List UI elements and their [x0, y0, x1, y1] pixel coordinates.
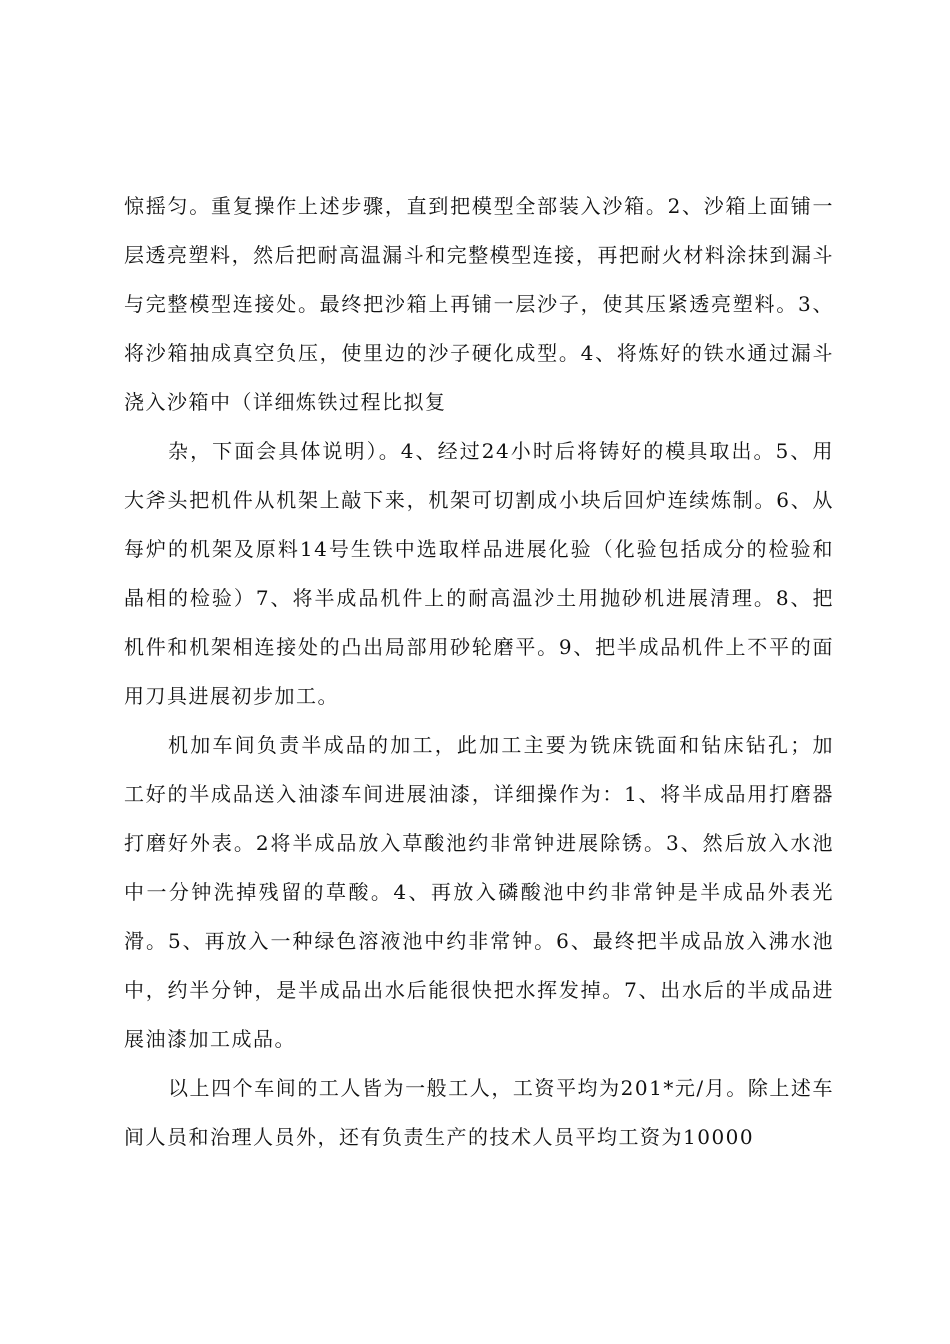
paragraph-text: 以上四个车间的工人皆为一般工人，工资平均为201*元/月。除上述车间人员和治理人员外，还有负责生产的技术人员平均工资为10000 [124, 1076, 834, 1149]
paragraph-casting-steps [124, 182, 834, 427]
paragraph-text: 机加车间负责半成品的加工，此加工主要为铣床铣面和钻床钻孔；加工好的半成品送入油漆车间进展油漆，详细操作为：1、将半成品用打磨器打磨好外表。2将半成品放入草酸池约非常钟进展除锈。3、然后放入水池中一分钟洗掉残留的草酸。4、再放入磷酸池中约非常钟是半成品外表光滑。5、再放入一种绿色溶液池中约非常钟。6、最终把半成品放入沸水池中，约半分钟，是半成品出水后能很快把水挥发掉。7、出水后的半成品进展油漆加工成品。 [124, 733, 834, 1051]
paragraph-mold-removal [124, 427, 834, 721]
paragraph-text: 杂，下面会具体说明）。4、经过24小时后将铸好的模具取出。5、用大斧头把机件从机架上敲下来，机架可切割成小块后回炉连续炼制。6、从每炉的机架及原料14号生铁中选取样品进展化验（化验包括成分的检验和晶相的检验）7、将半成品机件上的耐高温沙土用抛砂机进展清理。8、把机件和机架相连接处的凸出局部用砂轮磨平。9、把半成品机件上不平的面用刀具进展初步加工。 [124, 439, 834, 708]
paragraph-text: 惊摇匀。重复操作上述步骤，直到把模型全部装入沙箱。2、沙箱上面铺一层透亮塑料，然后把耐高温漏斗和完整模型连接，再把耐火材料涂抹到漏斗与完整模型连接处。最终把沙箱上再铺一层沙子，使其压紧透亮塑料。3、将沙箱抽成真空负压，使里边的沙子硬化成型。4、将炼好的铁水通过漏斗浇入沙箱中（详细炼铁过程比拟复 [124, 194, 834, 414]
paragraph-wages [124, 1064, 834, 1162]
paragraph-machining-workshop [124, 721, 834, 1064]
